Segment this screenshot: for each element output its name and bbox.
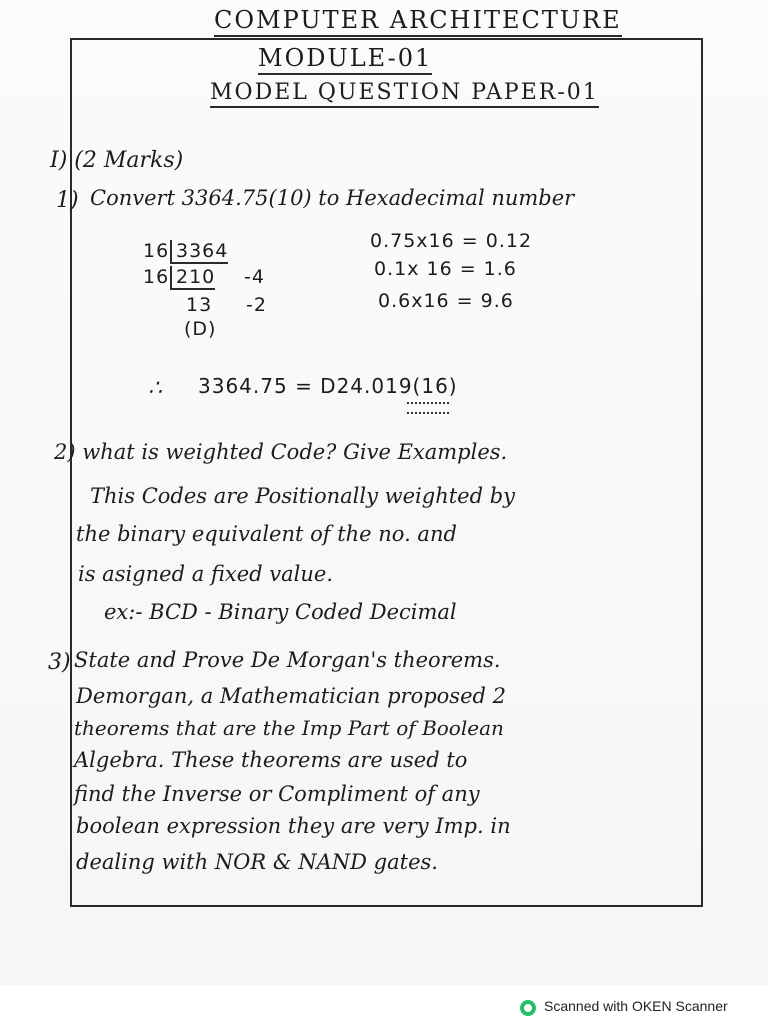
q2-line-1: This Codes are Positionally weighted by — [90, 484, 516, 508]
q3-line-2: Demorgan, a Mathematician proposed 2 — [76, 684, 506, 708]
page-border-right — [701, 38, 703, 906]
q3-line-6: boolean expression they are very Imp. in — [76, 814, 511, 838]
q3-line-3: theorems that are the Imp Part of Boolean — [74, 716, 504, 740]
scanner-logo-icon — [520, 1000, 536, 1016]
q2-line-2: the binary equivalent of the no. and — [76, 522, 457, 546]
q2-question: 2) what is weighted Code? Give Examples. — [54, 440, 508, 464]
q1-result: 3364.75 = D24.019(16) — [198, 374, 458, 398]
q3-line-5: find the Inverse or Compliment of any — [74, 782, 480, 806]
div-row2-value: 210 — [170, 266, 215, 290]
q1-number: 1) — [56, 188, 79, 213]
therefore-symbol: ∴ — [148, 376, 162, 401]
div-row2-divisor: 16 — [143, 266, 170, 288]
paper-label: MODEL QUESTION PAPER-01 — [210, 80, 599, 108]
frac-step-2: 0.1x 16 = 1.6 — [374, 258, 517, 280]
frac-step-1: 0.75x16 = 0.12 — [370, 230, 533, 252]
q1-question: Convert 3364.75(10) to Hexadecimal number — [90, 186, 575, 210]
result-double-underline — [407, 402, 449, 414]
div-row2-remainder: -4 — [244, 266, 265, 288]
frac-step-3: 0.6x16 = 9.6 — [378, 290, 514, 312]
page-border-top — [70, 38, 703, 40]
div-row3-remainder: -2 — [246, 294, 267, 316]
scanner-watermark: Scanned with OKEN Scanner — [544, 998, 728, 1014]
div-row4-digit: (D) — [184, 318, 217, 340]
div-row1-value: 3364 — [170, 240, 228, 264]
page-title: COMPUTER ARCHITECTURE — [214, 6, 622, 37]
q2-example: ex:- BCD - Binary Coded Decimal — [104, 600, 457, 624]
q3-line-7: dealing with NOR & NAND gates. — [76, 850, 438, 874]
page-border-bottom — [70, 905, 703, 907]
section-label: I) (2 Marks) — [50, 148, 184, 173]
div-row3-value: 13 — [186, 294, 213, 316]
q2-line-3: is asigned a fixed value. — [78, 562, 334, 586]
q3-question: State and Prove De Morgan's theorems. — [74, 648, 501, 672]
module-label: MODULE-01 — [258, 44, 432, 75]
div-row1-divisor: 16 — [143, 240, 170, 262]
q3-number: 3) — [48, 650, 71, 675]
q3-line-4: Algebra. These theorems are used to — [74, 748, 468, 772]
